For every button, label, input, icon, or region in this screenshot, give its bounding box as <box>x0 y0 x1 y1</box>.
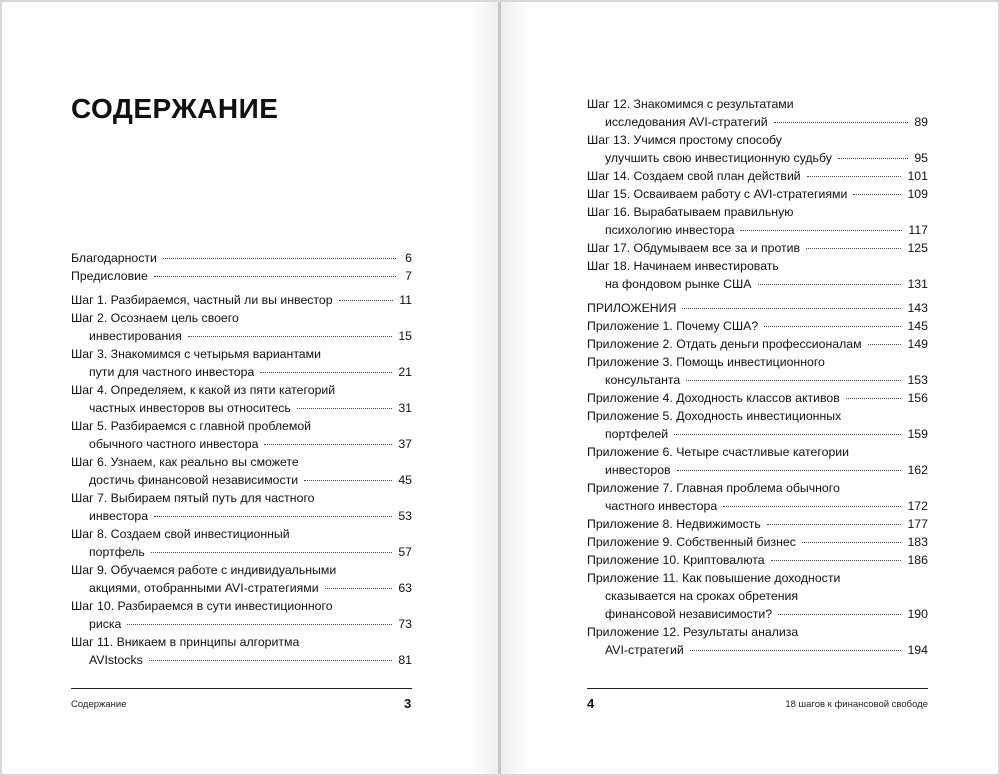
toc-page-number: 37 <box>398 437 412 451</box>
toc-page-number: 162 <box>907 463 928 477</box>
toc-entry-text: Шаг 14. Создаем свой план действий <box>587 169 801 183</box>
toc-entry-text: Приложение 4. Доходность классов активов <box>587 391 840 405</box>
toc-entry-text: AVIstocks <box>89 653 143 667</box>
toc-entry[interactable] <box>587 131 928 167</box>
toc-entry-text: AVI-стратегий <box>605 643 684 657</box>
toc-leader-dots <box>846 398 902 399</box>
footer-rule-left <box>71 688 412 689</box>
toc-page-number: 109 <box>907 187 928 201</box>
toc-entry[interactable] <box>587 335 928 353</box>
toc-page-number: 149 <box>907 337 928 351</box>
toc-entry[interactable] <box>71 525 412 561</box>
toc-entry-text: инвестирования <box>89 329 182 343</box>
toc-leader-dots <box>740 230 902 231</box>
toc-entry-text: Благодарности <box>71 251 157 265</box>
toc-entry-text: достичь финансовой независимости <box>89 473 299 487</box>
toc-entry-text: Предисловие <box>71 269 148 283</box>
toc-entry-text: Шаг 5. Разбираемся с главной проблемой <box>71 419 312 433</box>
toc-entry-text: Приложение 12. Результаты анализа <box>587 625 799 639</box>
toc-entry[interactable] <box>71 249 412 267</box>
toc-page-number: 15 <box>398 329 412 343</box>
toc-entry[interactable] <box>587 353 928 389</box>
toc-page-number: 81 <box>398 653 412 667</box>
toc-leader-dots <box>778 614 901 615</box>
toc-page-number: 101 <box>907 169 928 183</box>
page-title: СОДЕРЖАНИЕ <box>71 93 279 124</box>
toc-leader-dots <box>339 300 394 301</box>
toc-page-number: 117 <box>908 223 928 237</box>
toc-entry-text: ПРИЛОЖЕНИЯ <box>587 301 677 315</box>
toc-entry[interactable] <box>71 291 412 309</box>
toc-leader-dots <box>188 336 393 337</box>
toc-entry[interactable] <box>71 345 412 381</box>
toc-entry-text: портфелей <box>605 427 669 441</box>
toc-entry[interactable] <box>587 533 928 551</box>
toc-page-number: 6 <box>405 251 412 265</box>
toc-entry[interactable] <box>587 185 928 203</box>
toc-entry-text: улучшить свою инвестиционную судьбу <box>605 151 832 165</box>
toc-entry[interactable] <box>71 489 412 525</box>
toc-leader-dots <box>264 444 392 445</box>
toc-leader-dots <box>297 408 393 409</box>
toc-entry-text: Приложение 3. Помощь инвестиционного <box>587 355 825 369</box>
toc-entry[interactable] <box>71 381 412 417</box>
running-footer-left: Содержание <box>71 699 127 710</box>
toc-entry-text: Шаг 1. Разбираемся, частный ли вы инвестор <box>71 293 333 307</box>
toc-page-number: 190 <box>907 607 928 621</box>
toc-page-number: 53 <box>398 509 412 523</box>
page-number-left: 3 <box>404 696 412 711</box>
toc-entry-text: Шаг 11. Вникаем в принципы алгоритма <box>71 635 300 649</box>
toc-entry[interactable] <box>71 309 412 345</box>
toc-entry-text: Приложение 11. Как повышение доходности <box>587 571 841 585</box>
toc-entry-text: Шаг 8. Создаем свой инвестиционный <box>71 527 290 541</box>
toc-page-number: 21 <box>398 365 412 379</box>
toc-entry[interactable] <box>587 623 928 659</box>
toc-entry-text: частного инвестора <box>605 499 718 513</box>
toc-list-left <box>71 249 412 669</box>
toc-entry-text: портфель <box>89 545 145 559</box>
toc-entry-text: Шаг 2. Осознаем цель своего <box>71 311 239 325</box>
toc-page-number: 7 <box>405 269 412 283</box>
toc-page-number: 143 <box>907 301 928 315</box>
toc-page-number: 145 <box>907 319 928 333</box>
toc-entry[interactable] <box>587 407 928 443</box>
toc-leader-dots <box>260 372 392 373</box>
toc-page-number: 131 <box>907 277 928 291</box>
toc-entry-text: Приложение 9. Собственный бизнес <box>587 535 796 549</box>
toc-entry-text: акциями, отобранными AVI-стратегиями <box>89 581 319 595</box>
toc-entry[interactable] <box>71 417 412 453</box>
toc-entry-text: инвестора <box>89 509 149 523</box>
toc-entry-text: частных инвесторов вы относитесь <box>89 401 291 415</box>
toc-entry[interactable] <box>587 551 928 569</box>
toc-entry-text: Шаг 12. Знакомимся с результатами <box>587 97 794 111</box>
toc-leader-dots <box>868 344 902 345</box>
toc-entry[interactable] <box>587 569 928 623</box>
toc-entry[interactable] <box>587 515 928 533</box>
toc-page-number: 153 <box>907 373 928 387</box>
toc-entry-text: Шаг 3. Знакомимся с четырьмя вариантами <box>71 347 321 361</box>
toc-entry-text: на фондовом рынке США <box>605 277 752 291</box>
toc-leader-dots <box>690 650 902 651</box>
page-number-right: 4 <box>587 696 595 711</box>
toc-entry-text: Шаг 10. Разбираемся в сути инвестиционного <box>71 599 333 613</box>
toc-entry-text: финансовой независимости? <box>605 607 773 621</box>
toc-page-number: 45 <box>398 473 412 487</box>
toc-entry[interactable] <box>587 257 928 293</box>
toc-leader-dots <box>682 308 901 309</box>
toc-leader-dots <box>686 380 901 381</box>
toc-leader-dots <box>325 588 393 589</box>
toc-entry-text: Шаг 7. Выбираем пятый путь для частного <box>71 491 315 505</box>
toc-entry-text: Шаг 17. Обдумываем все за и против <box>587 241 801 255</box>
toc-entry-text: Приложение 10. Криптовалюта <box>587 553 765 567</box>
toc-entry[interactable] <box>71 597 412 633</box>
toc-entry[interactable] <box>587 479 928 515</box>
toc-entry-text: Шаг 15. Осваиваем работу с AVI-стратегиями <box>587 187 848 201</box>
toc-page-number: 73 <box>398 617 412 631</box>
toc-leader-dots <box>771 560 902 561</box>
toc-list-right <box>587 95 928 659</box>
toc-entry-text: Шаг 6. Узнаем, как реально вы сможете <box>71 455 299 469</box>
toc-entry-text: инвесторов <box>605 463 671 477</box>
toc-entry[interactable] <box>587 443 928 479</box>
toc-leader-dots <box>674 434 901 435</box>
toc-entry-text: Шаг 16. Вырабатываем правильную <box>587 205 794 219</box>
toc-page-number: 194 <box>907 643 928 657</box>
toc-entry-text: Приложение 2. Отдать деньги профессионалам <box>587 337 862 351</box>
toc-page-number: 172 <box>907 499 928 513</box>
toc-page-number: 31 <box>398 401 412 415</box>
toc-entry[interactable] <box>71 633 412 669</box>
toc-entry-text: Приложение 5. Доходность инвестиционных <box>587 409 842 423</box>
toc-entry[interactable] <box>71 267 412 285</box>
toc-page-number: 89 <box>914 115 928 129</box>
toc-entry-text: Шаг 13. Учимся простому способу <box>587 133 782 147</box>
toc-entry[interactable] <box>587 203 928 239</box>
toc-entry-text: Шаг 4. Определяем, к какой из пяти категорий <box>71 383 336 397</box>
toc-entry[interactable] <box>587 299 928 317</box>
toc-entry-text: Приложение 1. Почему США? <box>587 319 759 333</box>
toc-leader-dots <box>767 524 902 525</box>
toc-page-number: 186 <box>907 553 928 567</box>
toc-entry-text: консультанта <box>605 373 681 387</box>
toc-page-number: 156 <box>907 391 928 405</box>
toc-leader-dots <box>774 122 909 123</box>
footer-rule-right <box>587 688 928 689</box>
toc-entry-text: Шаг 18. Начинаем инвестировать <box>587 259 779 273</box>
toc-entry-text: исследования AVI-стратегий <box>605 115 768 129</box>
toc-leader-dots <box>806 248 901 249</box>
toc-leader-dots <box>723 506 901 507</box>
toc-leader-dots <box>853 194 901 195</box>
toc-entry-text: обычного частного инвестора <box>89 437 259 451</box>
toc-entry-text: пути для частного инвестора <box>89 365 255 379</box>
toc-page-number: 177 <box>907 517 928 531</box>
toc-page-number: 125 <box>907 241 928 255</box>
toc-entry-text: психологию инвестора <box>605 223 735 237</box>
toc-entry-text: Приложение 7. Главная проблема обычного <box>587 481 840 495</box>
toc-page-number: 183 <box>907 535 928 549</box>
toc-entry-text: Приложение 8. Недвижимость <box>587 517 761 531</box>
toc-page-number: 95 <box>914 151 928 165</box>
toc-page-number: 159 <box>907 427 928 441</box>
toc-leader-dots <box>151 552 392 553</box>
toc-entry-text: риска <box>89 617 122 631</box>
toc-entry[interactable] <box>587 389 928 407</box>
toc-entry[interactable] <box>587 95 928 131</box>
toc-entry[interactable] <box>587 317 928 335</box>
toc-leader-dots <box>807 176 902 177</box>
toc-leader-dots <box>154 516 392 517</box>
toc-entry-text: Шаг 9. Обучаемся работе с индивидуальными <box>71 563 337 577</box>
toc-leader-dots <box>149 660 393 661</box>
toc-leader-dots <box>154 276 396 277</box>
toc-entry-text: сказывается на сроках обретения <box>605 589 799 603</box>
toc-leader-dots <box>764 326 901 327</box>
toc-leader-dots <box>163 258 396 259</box>
toc-leader-dots <box>127 624 392 625</box>
running-footer-right: 18 шагов к финансовой свободе <box>785 699 928 710</box>
toc-leader-dots <box>838 158 908 159</box>
toc-leader-dots <box>677 470 902 471</box>
toc-entry[interactable] <box>71 453 412 489</box>
toc-leader-dots <box>758 284 902 285</box>
toc-entry-text: Приложение 6. Четыре счастливые категории <box>587 445 850 459</box>
toc-page-number: 57 <box>398 545 412 559</box>
toc-leader-dots <box>802 542 902 543</box>
toc-page-number: 11 <box>399 293 412 307</box>
toc-entry[interactable] <box>587 167 928 185</box>
toc-page-number: 63 <box>398 581 412 595</box>
toc-leader-dots <box>304 480 392 481</box>
toc-entry[interactable] <box>587 239 928 257</box>
toc-entry[interactable] <box>71 561 412 597</box>
